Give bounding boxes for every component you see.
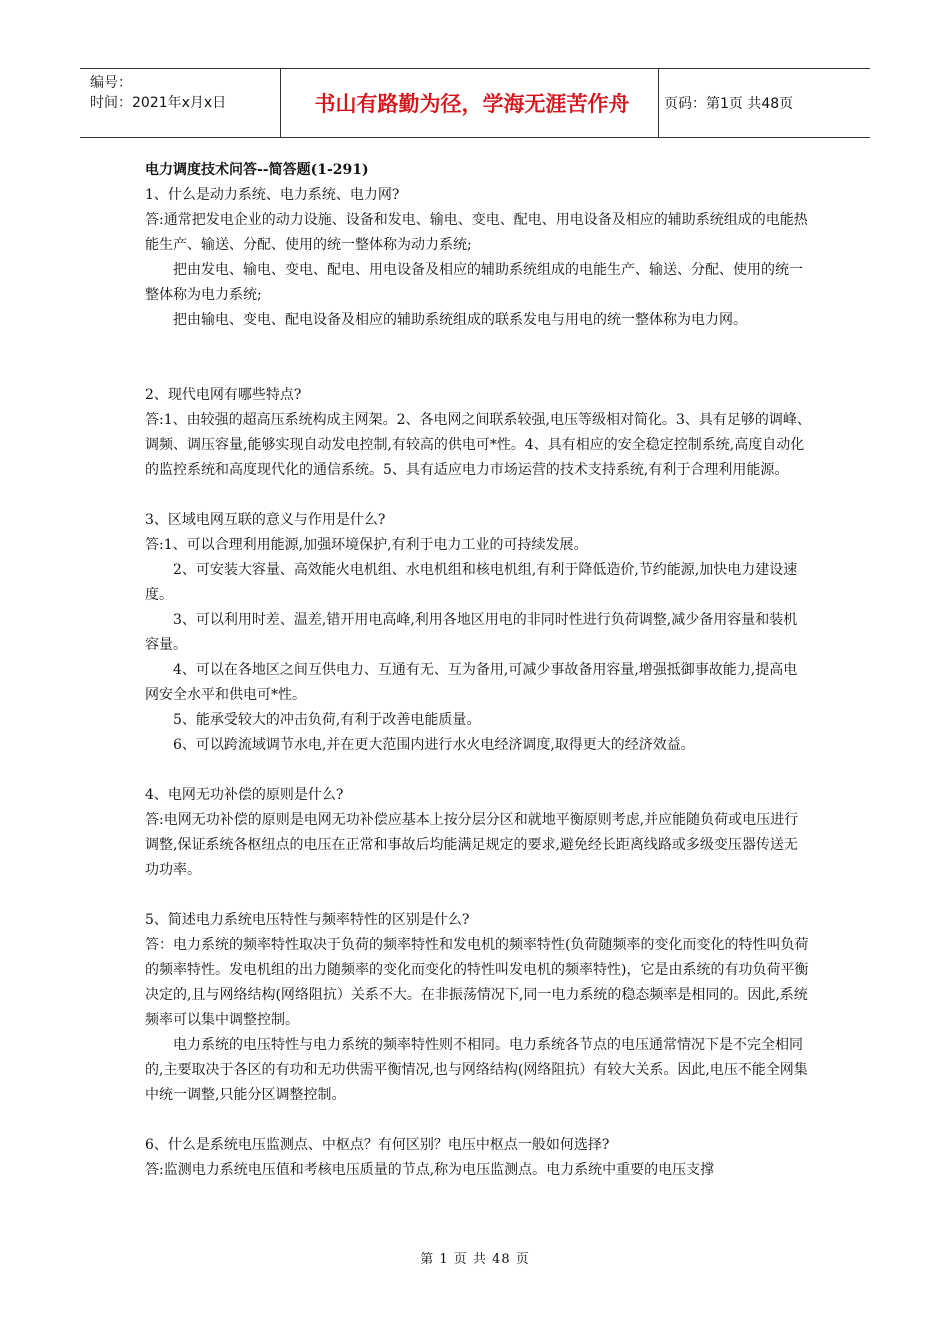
- answer-2: 答:1、由较强的超高压系统构成主网架。2、各电网之间联系较强,电压等级相对简化。3、具有足够的调峰、调频、调压容量,能够实现自动发电控制,有较高的供电可*性。4、具有相应的安全稳定控制系统,高度自动化的监控系统和高度现代化的通信系统。5、具有适应电力市场运营的技术支持系统,有利于合理利用能源。: [145, 412, 811, 478]
- header-meta: [90, 73, 280, 113]
- answer-1-paragraph-2: 把由发电、输电、变电、配电、用电设备及相应的辅助系统组成的电能生产、输送、分配、使用的统一整体称为电力系统;: [145, 262, 803, 303]
- doc-number-label: 编号：: [90, 75, 132, 91]
- answer-3-item-1: 答:1、可以合理利用能源,加强环境保护,有利于电力工业的可持续发展。: [145, 537, 588, 553]
- page-footer: 第 1 页 共 48 页: [420, 1252, 530, 1267]
- question-6: 6、什么是系统电压监测点、中枢点？有何区别？电压中枢点一般如何选择?: [145, 1137, 610, 1153]
- document-body: [145, 158, 811, 1183]
- answer-3-item-4: 4、可以在各地区之间互供电力、互通有无、互为备用,可减少事故备用容量,增强抵御事故能力,提高电网安全水平和供电可*性。: [145, 662, 798, 703]
- answer-5-paragraph-2: 电力系统的电压特性与电力系统的频率特性则不相同。电力系统各节点的电压通常情况下是不完全相同的,主要取决于各区的有功和无功供需平衡情况,也与网络结构(网络阻抗）有较大关系。因此,电压不能全网集中统一调整,只能分区调整控制。: [145, 1037, 808, 1103]
- doc-date-label: 时间：2021年x月x日: [90, 95, 227, 111]
- answer-3-item-3: 3、可以利用时差、温差,错开用电高峰,利用各地区用电的非同时性进行负荷调整,减少备用容量和装机容量。: [145, 612, 798, 653]
- question-4: 4、电网无功补偿的原则是什么?: [145, 787, 344, 803]
- answer-3-item-2: 2、可安装大容量、高效能火电机组、水电机组和核电机组,有利于降低造价,节约能源,加快电力建设速度。: [145, 562, 798, 603]
- answer-1-paragraph-3: 把由输电、变电、配电设备及相应的辅助系统组成的联系发电与用电的统一整体称为电力网。: [173, 312, 747, 328]
- answer-1-paragraph-1: 答:通常把发电企业的动力设施、设备和发电、输电、变电、配电、用电设备及相应的辅助系统组成的电能热能生产、输送、分配、使用的统一整体称为动力系统;: [145, 212, 808, 253]
- question-1: 1、什么是动力系统、电力系统、电力网?: [145, 187, 400, 203]
- answer-6: 答:监测电力系统电压值和考核电压质量的节点,称为电压监测点。电力系统中重要的电压支撑: [145, 1162, 715, 1178]
- answer-3-item-5: 5、能承受较大的冲击负荷,有利于改善电能质量。: [173, 712, 481, 728]
- document-title: 电力调度技术问答--简答题(1-291): [145, 162, 369, 178]
- page-header: [80, 68, 870, 138]
- header-divider-left: [280, 69, 281, 137]
- header-divider-right: [658, 69, 659, 137]
- question-3: 3、区域电网互联的意义与作用是什么?: [145, 512, 386, 528]
- question-5: 5、简述电力系统电压特性与频率特性的区别是什么?: [145, 912, 470, 928]
- answer-5-paragraph-1: 答：电力系统的频率特性取决于负荷的频率特性和发电机的频率特性(负荷随频率的变化而变化的特性叫负荷的频率特性。发电机组的出力随频率的变化而变化的特性叫发电机的频率特性)，它是由系统的有功负荷平衡决定的,且与网络结构(网络阻抗）关系不大。在非振荡情况下,同一电力系统的稳态频率是相同的。因此,系统频率可以集中调整控制。: [145, 937, 809, 1028]
- answer-4: 答:电网无功补偿的原则是电网无功补偿应基本上按分层分区和就地平衡原则考虑,并应能随负荷或电压进行调整,保证系统各枢纽点的电压在正常和事故后均能满足规定的要求,避免经长距离线路或多级变压器传送无功功率。: [145, 812, 799, 878]
- answer-3-item-6: 6、可以跨流域调节水电,并在更大范围内进行水火电经济调度,取得更大的经济效益。: [173, 737, 695, 753]
- header-page-number: 页码：第1页 共48页: [664, 96, 794, 112]
- question-2: 2、现代电网有哪些特点?: [145, 387, 302, 403]
- header-motto: 书山有路勤为径，学海无涯苦作舟: [314, 92, 630, 116]
